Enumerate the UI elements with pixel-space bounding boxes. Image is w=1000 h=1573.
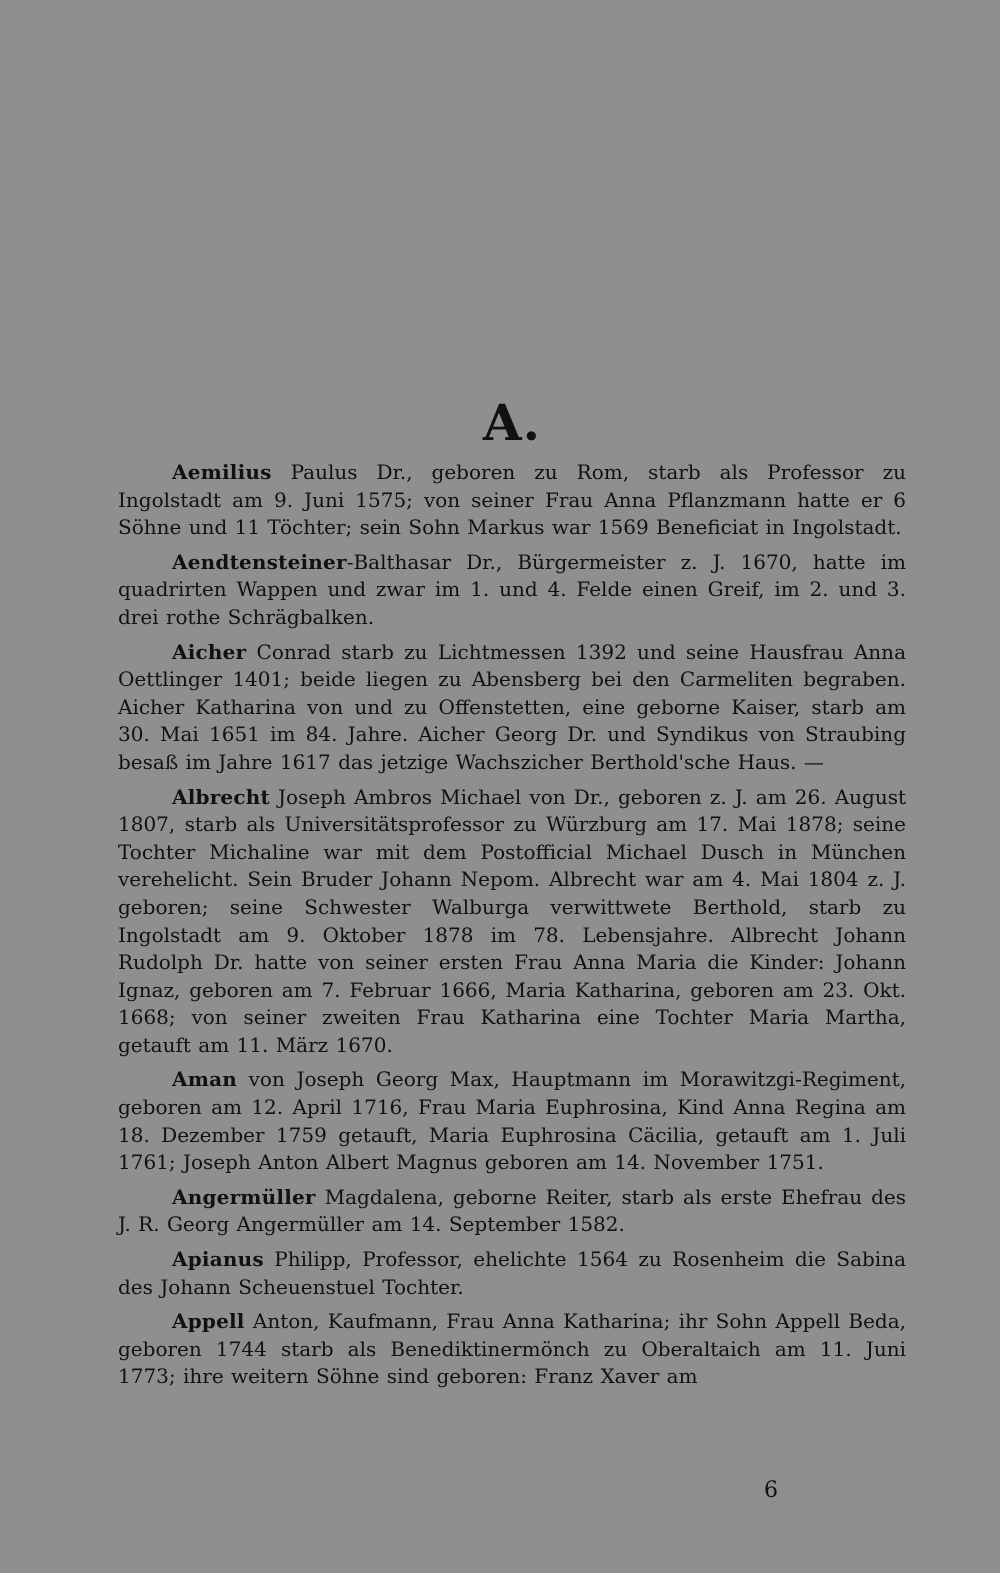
- entry-name: Apianus: [172, 1247, 264, 1272]
- page-body: [118, 395, 906, 1398]
- entry-name: Aemilius: [172, 460, 272, 484]
- entry-text: Joseph Ambros Michael von Dr., geboren z. J. am 26. August 1807, starb als Universitätsprofessor zu Würzburg am 17. Mai 1878; seine Tochter Michaline war mit dem Postofficial Michael Dusch in München verehelicht. Sein Bruder Johann Nepom. Albrecht war am 4. Mai 1804 z. J. geboren; seine Schwester Walburga verwittwete Berthold, starb zu Ingolstadt am 9. Oktober 1878 im 78. Lebensjahre. Albrecht Johann Rudolph Dr. hatte von seiner ersten Frau Anna Maria die Kinder: Johann Ignaz, geboren am 7. Februar 1666, Maria Katharina, geboren am 23. Okt. 1668; von seiner zweiten Frau Katharina eine Tochter Maria Martha, getauft am 11. März 1670.: [118, 784, 906, 1057]
- entry-name: Aicher: [172, 639, 247, 664]
- page-number: 6: [764, 1478, 778, 1503]
- entry-appell: [118, 1308, 906, 1391]
- entry-text: Anton, Kaufmann, Frau Anna Katharina; ihr Sohn Appell Beda, geboren 1744 starb als Benediktinermönch zu Oberaltaich am 11. Juni 1773; ihre weitern Söhne sind geboren: Franz Xaver am: [118, 1309, 906, 1389]
- entry-name: Aman: [172, 1067, 237, 1092]
- entry-angermueller: [118, 1184, 906, 1239]
- entry-aemilius: [118, 459, 906, 542]
- entry-aendtensteiner: [118, 549, 906, 632]
- entry-apianus: [118, 1246, 906, 1301]
- section-letter-heading: A.: [482, 393, 542, 452]
- entry-name: Appell: [172, 1309, 245, 1334]
- entry-text: Philipp, Professor, ehelichte 1564 zu Rosenheim die Sabina des Johann Scheuenstuel Tochter.: [118, 1247, 906, 1299]
- entry-text: Magdalena, geborne Reiter, starb als erste Ehefrau des J. R. Georg Angermüller am 14. September 1582.: [118, 1184, 906, 1237]
- entry-text: Paulus Dr., geboren zu Rom, starb als Professor zu Ingolstadt am 9. Juni 1575; von seiner Frau Anna Pflanzmann hatte er 6 Söhne und 11 Töchter; sein Sohn Markus war 1569 Beneficiat in Ingolstadt.: [118, 460, 906, 540]
- entry-albrecht: [118, 784, 906, 1060]
- entry-text: Conrad starb zu Lichtmessen 1392 und seine Hausfrau Anna Oettlinger 1401; beide liegen zu Abensberg bei den Carmeliten begraben. Aicher Katharina von und zu Offenstetten, eine geborne Kaiser, starb am 30. Mai 1651 im 84. Jahre. Aicher Georg Dr. und Syndikus von Straubing besaß im Jahre 1617 das jetzige Wachszicher Berthold'sche Haus. —: [118, 639, 906, 774]
- entry-name: Angermüller: [172, 1184, 316, 1209]
- entry-aicher: [118, 639, 906, 777]
- entry-text: von Joseph Georg Max, Hauptmann im Morawitzgi-Regiment, geboren am 12. April 1716, Frau Maria Euphrosina, Kind Anna Regina am 18. Dezember 1759 getauft, Maria Euphrosina Cäcilia, getauft am 1. Juli 1761; Joseph Anton Albert Magnus geboren am 14. November 1751.: [118, 1067, 906, 1175]
- entry-aman: [118, 1066, 906, 1176]
- entry-name: Albrecht: [172, 784, 270, 809]
- entry-name: Aendtensteiner: [172, 549, 347, 574]
- entry-text: -Balthasar Dr., Bürgermeister z. J. 1670, hatte im quadrirten Wappen und zwar im 1. und 4. Felde einen Greif, im 2. und 3. drei rothe Schrägbalken.: [118, 549, 906, 629]
